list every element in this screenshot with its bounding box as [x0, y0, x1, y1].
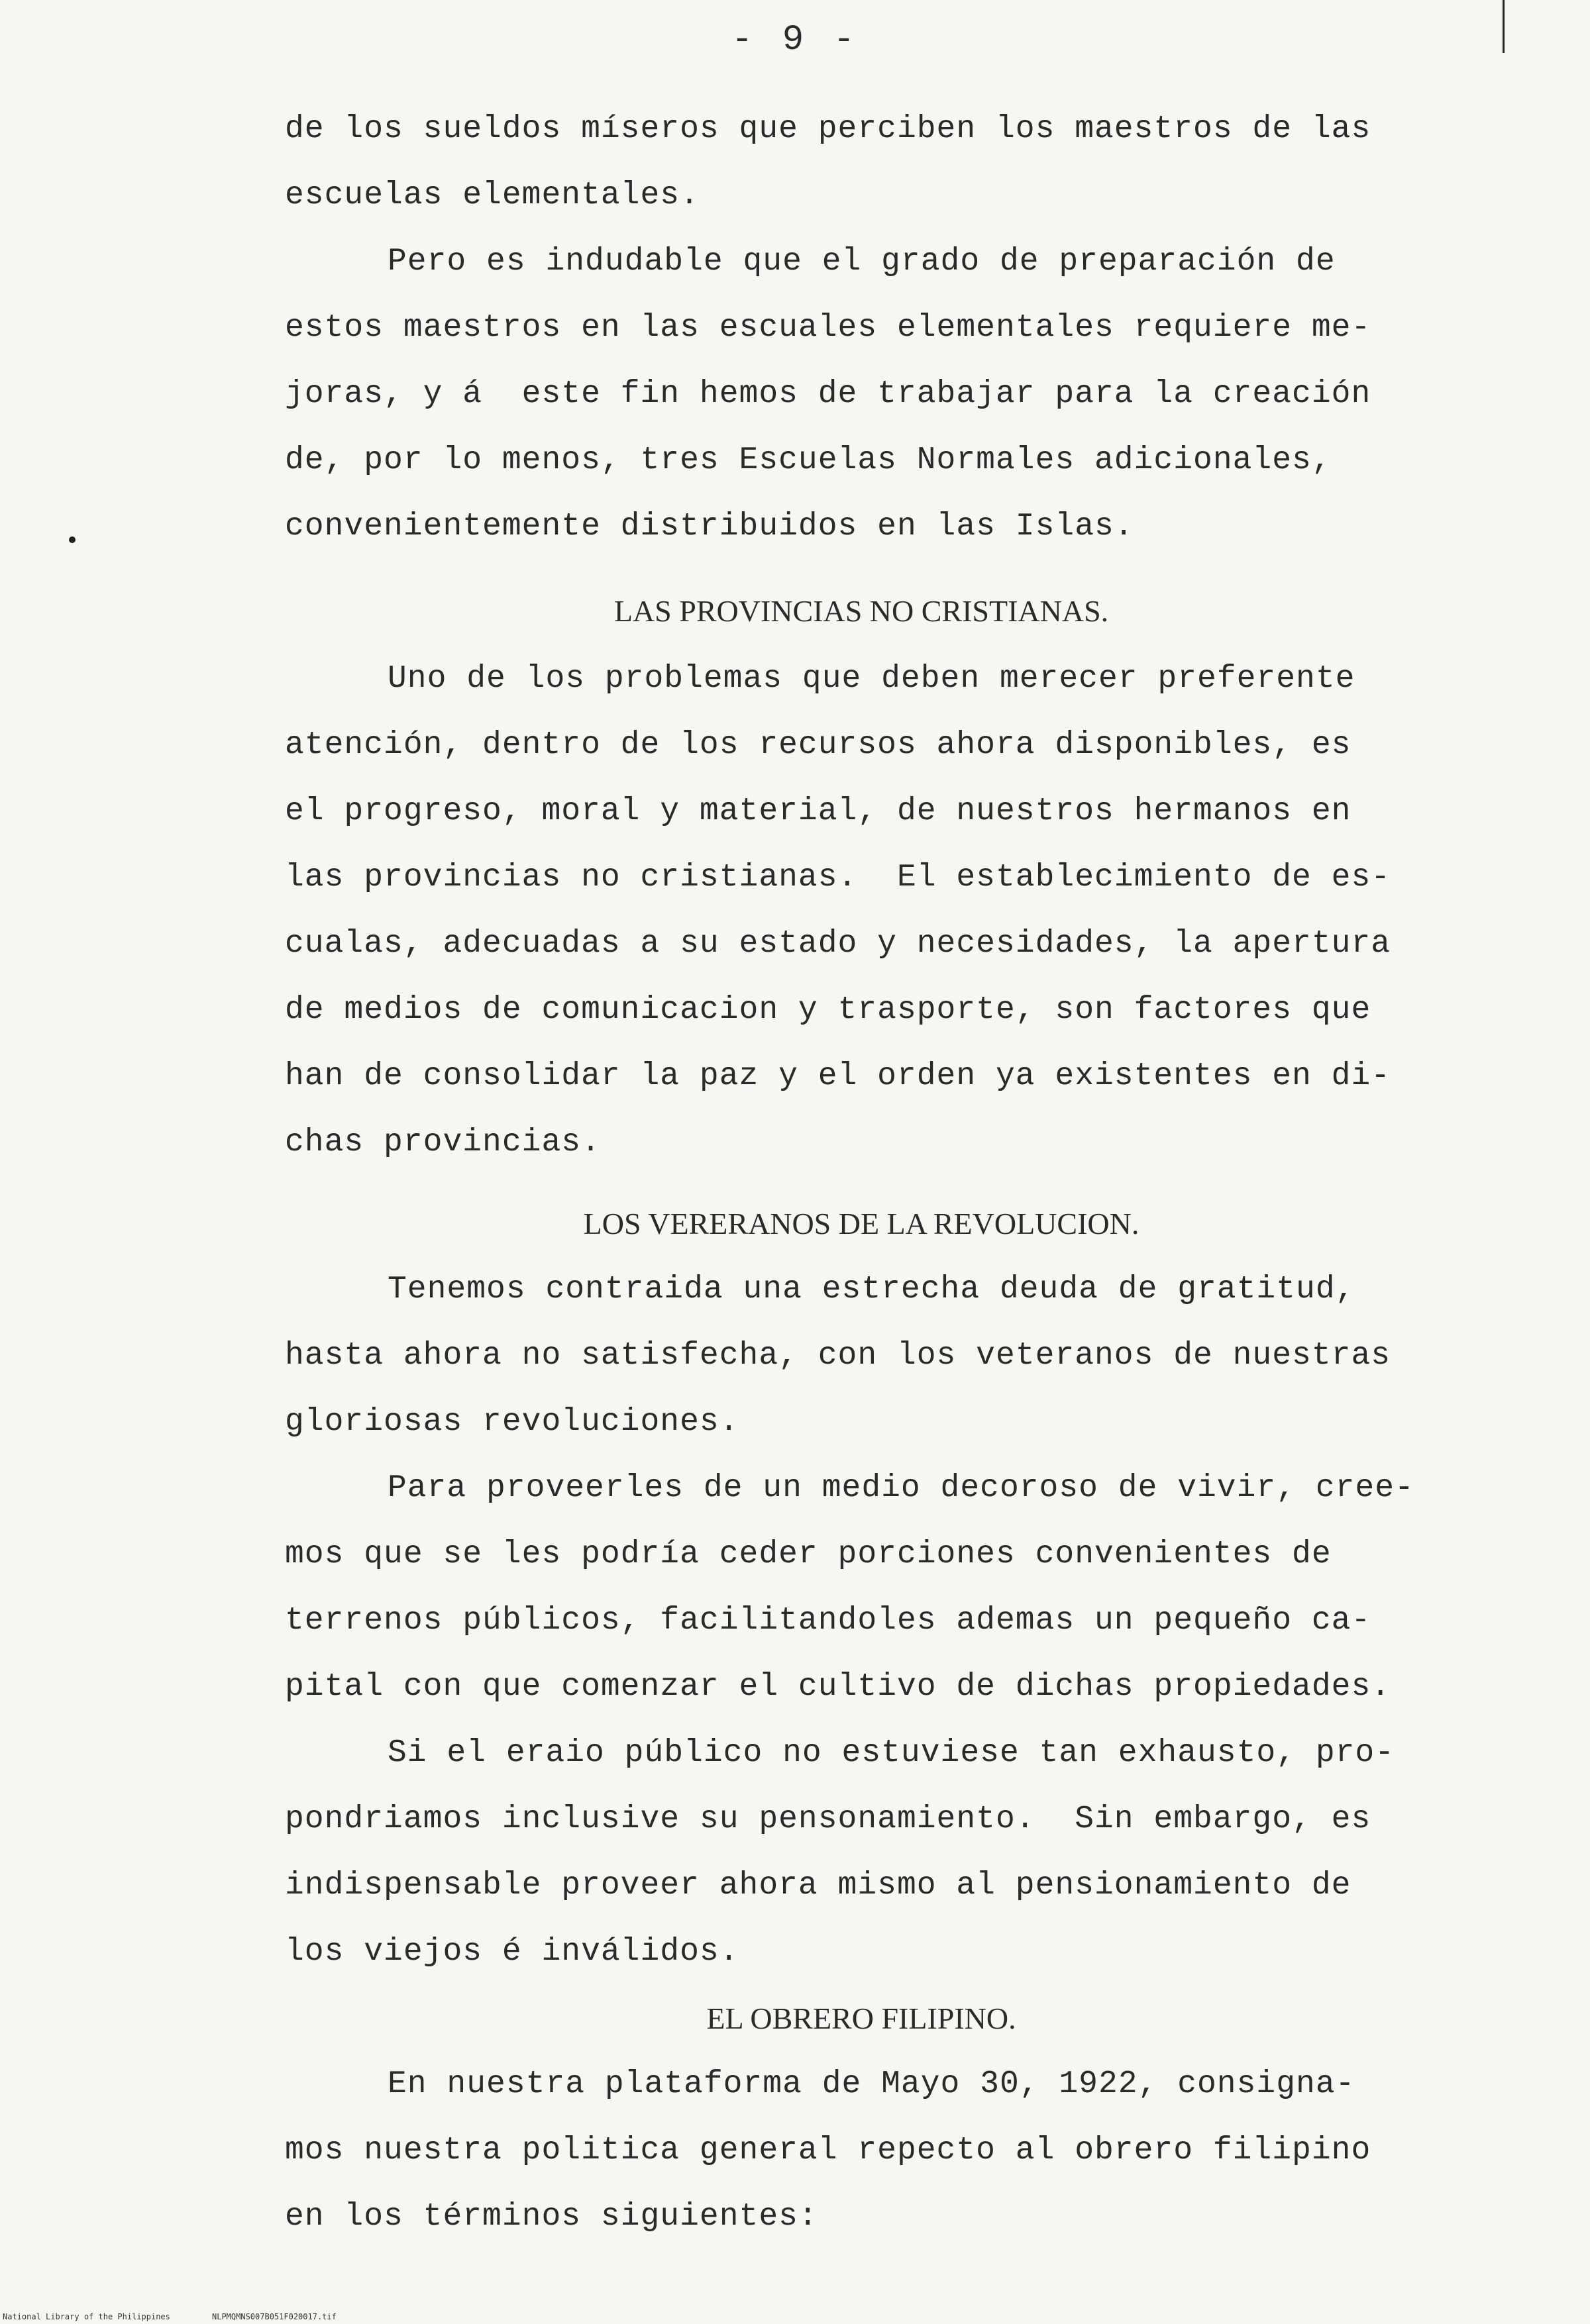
text-line: Uno de los problemas que deben merecer preferente [388, 661, 1355, 697]
text-line: mos nuestra politica general repecto al obrero filipino [285, 2133, 1371, 2168]
section-heading-veteranos: LOS VERERANOS DE LA REVOLUCION. [583, 1207, 1140, 1240]
text-line: pital con que comenzar el cultivo de dichas propiedades. [285, 1669, 1391, 1705]
ink-dot [69, 536, 76, 543]
text-line: terrenos públicos, facilitandoles ademas un pequeño ca- [285, 1603, 1371, 1639]
text-line: chas provincias. [285, 1125, 601, 1160]
text-line: los viejos é inválidos. [285, 1934, 739, 1970]
text-line: Tenemos contraida una estrecha deuda de gratitud, [388, 1272, 1355, 1307]
text-line: En nuestra plataforma de Mayo 30, 1922, consigna- [388, 2066, 1355, 2102]
text-line: hasta ahora no satisfecha, con los veteranos de nuestras [285, 1338, 1391, 1374]
text-line: joras, y á este fin hemos de trabajar para la creación [285, 376, 1371, 412]
edge-mark [1503, 0, 1505, 53]
text-line: cualas, adecuadas a su estado y necesidades, la apertura [285, 926, 1391, 962]
text-line: han de consolidar la paz y el orden ya existentes en di- [285, 1058, 1391, 1094]
text-line: mos que se les podría ceder porciones convenientes de [285, 1537, 1332, 1572]
text-line: de, por lo menos, tres Escuelas Normales adicionales, [285, 442, 1332, 478]
text-line: el progreso, moral y material, de nuestros hermanos en [285, 793, 1352, 829]
text-line: Pero es indudable que el grado de preparación de [388, 244, 1336, 279]
text-line: de los sueldos míseros que perciben los maestros de las [285, 111, 1371, 147]
text-line: estos maestros en las escuales elementales requiere me- [285, 310, 1371, 346]
section-heading-obrero: EL OBRERO FILIPINO. [706, 2001, 1016, 2035]
text-line: atención, dentro de los recursos ahora disponibles, es [285, 727, 1352, 763]
section-heading-provincias: LAS PROVINCIAS NO CRISTIANAS. [613, 594, 1109, 628]
text-line: en los términos siguientes: [285, 2199, 818, 2235]
text-line: Para proveerles de un medio decoroso de vivir, cree- [388, 1470, 1414, 1506]
footer-library: National Library of the Philippines [3, 2312, 170, 2321]
text-line: Si el eraio público no estuviese tan exhausto, pro- [388, 1735, 1395, 1771]
text-line: de medios de comunicacion y trasporte, son factores que [285, 992, 1371, 1028]
text-line: las provincias no cristianas. El establecimiento de es- [285, 860, 1391, 895]
footer-file-id: NLPMQMNS007B051F020017.tif [212, 2312, 337, 2321]
text-line: pondriamos inclusive su pensonamiento. Sin embargo, es [285, 1801, 1371, 1837]
page-number: - 9 - [731, 20, 859, 60]
text-line: indispensable proveer ahora mismo al pensionamiento de [285, 1868, 1352, 1903]
text-line: convenientemente distribuidos en las Islas. [285, 509, 1134, 544]
text-line: escuelas elementales. [285, 177, 700, 213]
text-line: gloriosas revoluciones. [285, 1404, 739, 1440]
